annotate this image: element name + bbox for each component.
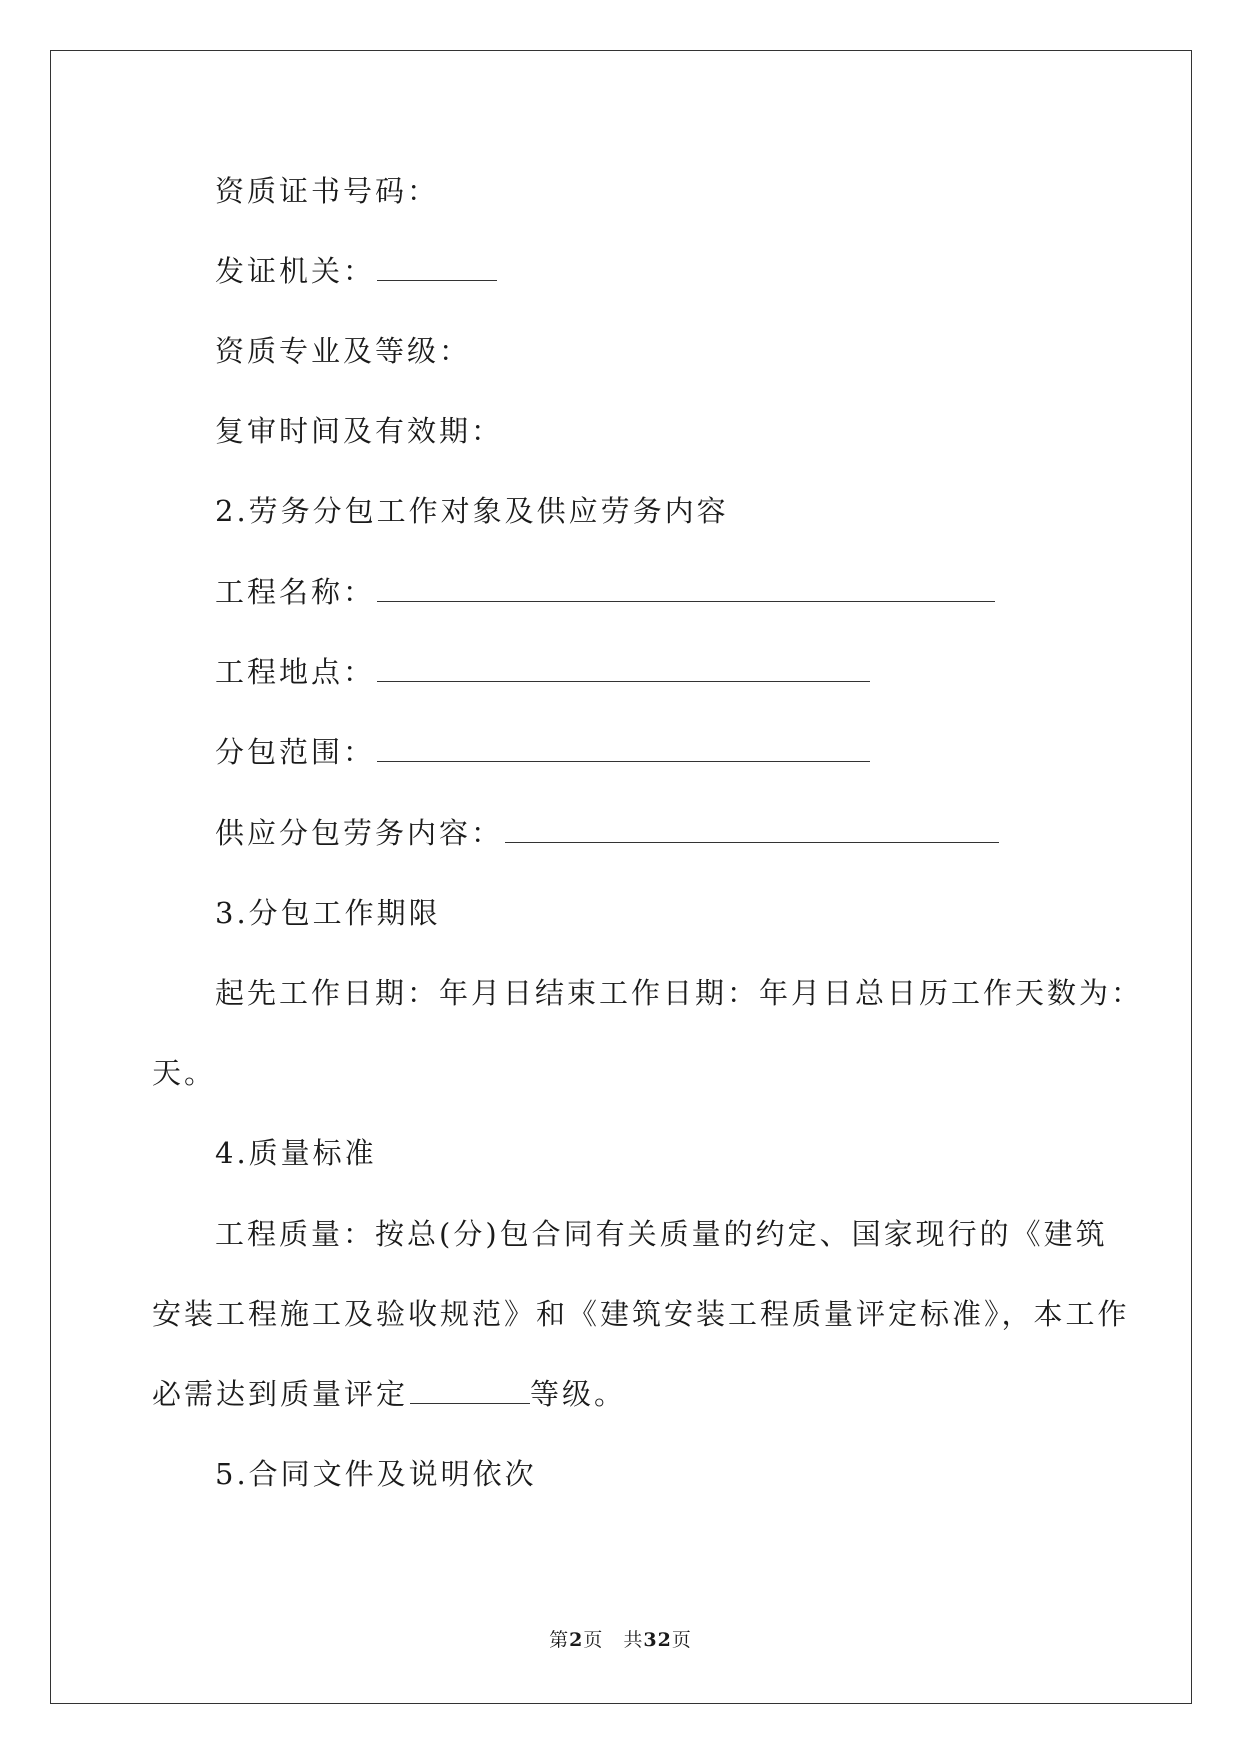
quality-grade-blank bbox=[410, 1381, 530, 1404]
section-3-heading: 3.分包工作期限 bbox=[215, 896, 441, 930]
labor-content-line bbox=[215, 813, 999, 853]
quality-grade-suffix: 等级。 bbox=[530, 1377, 627, 1411]
project-location-blank bbox=[377, 659, 870, 682]
period-text-line-2: 天。 bbox=[152, 1056, 217, 1090]
quality-text-line-3 bbox=[152, 1374, 626, 1414]
quality-text-line-2: 安装工程施工及验收规范》和《建筑安装工程质量评定标准》，本工作 bbox=[152, 1297, 1130, 1331]
section-2-heading: 2.劳务分包工作对象及供应劳务内容 bbox=[215, 494, 729, 528]
project-location-label: 工程地点： bbox=[215, 655, 376, 689]
project-location-line bbox=[215, 652, 870, 692]
project-name-blank bbox=[377, 579, 995, 602]
project-name-label: 工程名称： bbox=[215, 575, 376, 609]
page-label-prefix: 第 bbox=[549, 1629, 570, 1651]
review-period-label: 复审时间及有效期： bbox=[215, 414, 504, 448]
section-4-heading: 4.质量标准 bbox=[215, 1136, 377, 1170]
page-label-suffix: 页 bbox=[583, 1629, 604, 1651]
total-label-suffix: 页 bbox=[671, 1629, 692, 1651]
total-pages: 32 bbox=[643, 1629, 672, 1651]
cert-number-label: 资质证书号码： bbox=[215, 174, 440, 208]
page-footer bbox=[0, 1625, 1241, 1652]
scope-line bbox=[215, 732, 870, 772]
qualification-label: 资质专业及等级： bbox=[215, 334, 472, 368]
total-label-prefix: 共 bbox=[623, 1629, 644, 1651]
scope-label: 分包范围： bbox=[215, 735, 376, 769]
section-5-heading: 5.合同文件及说明依次 bbox=[215, 1457, 537, 1491]
issuer-label: 发证机关： bbox=[215, 254, 376, 288]
project-name-line bbox=[215, 572, 995, 612]
quality-grade-prefix: 必需达到质量评定 bbox=[152, 1377, 409, 1411]
page-number: 2 bbox=[569, 1629, 584, 1651]
labor-content-label: 供应分包劳务内容： bbox=[215, 816, 504, 850]
issuer-blank bbox=[377, 258, 497, 281]
issuer-line bbox=[215, 251, 497, 291]
labor-content-blank bbox=[505, 820, 999, 843]
scope-blank bbox=[377, 739, 870, 762]
quality-text-line-1: 工程质量：按总(分)包合同有关质量的约定、国家现行的《建筑 bbox=[215, 1217, 1108, 1251]
period-text-line-1: 起先工作日期：年月日结束工作日期：年月日总日历工作天数为： bbox=[215, 976, 1144, 1010]
